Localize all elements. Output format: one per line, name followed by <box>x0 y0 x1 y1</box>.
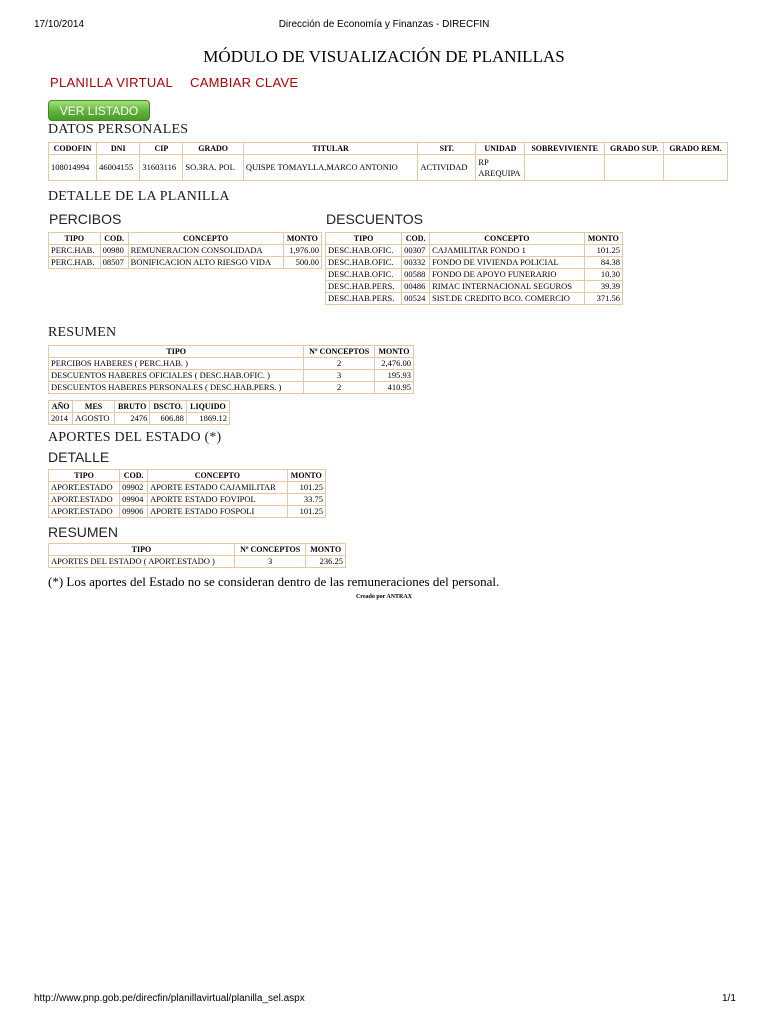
detalle-planilla-heading: DETALLE DE LA PLANILLA <box>48 189 230 204</box>
tipo-cell: DESC.HAB.OFIC. <box>326 257 402 269</box>
dscto-cell: 606.88 <box>150 413 187 425</box>
col-header: SOBREVIVIENTE <box>525 143 605 155</box>
cod-cell: 09906 <box>120 506 148 518</box>
table-header-row <box>326 233 623 245</box>
col-header: MONTO <box>374 346 413 358</box>
credit-text: Creado por ANTRAX <box>355 594 413 600</box>
col-header: COD. <box>100 233 128 245</box>
monto-cell: 10.30 <box>584 269 622 281</box>
col-header: TIPO <box>49 544 235 556</box>
percibos-table <box>48 232 322 269</box>
concepto-cell: FONDO DE VIVIENDA POLICIAL <box>430 257 585 269</box>
tipo-cell: APORTES DEL ESTADO ( APORT.ESTADO ) <box>49 556 235 568</box>
cod-cell: 08507 <box>100 257 128 269</box>
resumen-table <box>48 345 414 394</box>
col-header: UNIDAD <box>476 143 525 155</box>
anio-cell: 2014 <box>49 413 73 425</box>
table-row <box>49 556 346 568</box>
concepto-cell: APORTE ESTADO FOVIPOL <box>148 494 287 506</box>
planilla-virtual-link[interactable]: PLANILLA VIRTUAL <box>50 75 174 90</box>
cod-cell: 00332 <box>402 257 430 269</box>
col-header: GRADO <box>183 143 243 155</box>
table-row <box>49 482 326 494</box>
table-row <box>49 155 728 181</box>
col-header: SIT. <box>418 143 476 155</box>
col-header: CONCEPTO <box>148 470 287 482</box>
col-header: MONTO <box>584 233 622 245</box>
tipo-cell: DESC.HAB.OFIC. <box>326 245 402 257</box>
monto-cell: 410.95 <box>374 382 413 394</box>
col-header: BRUTO <box>114 401 149 413</box>
cip-cell: 31603116 <box>140 155 183 181</box>
cod-cell: 00588 <box>402 269 430 281</box>
cod-cell: 09902 <box>120 482 148 494</box>
print-date: 17/10/2014 <box>34 19 85 30</box>
concepto-cell: SIST.DE CREDITO BCO. COMERCIO <box>430 293 585 305</box>
table-header-row <box>49 470 326 482</box>
monto-cell: 101.25 <box>287 482 325 494</box>
conceptos-count-cell: 3 <box>304 370 375 382</box>
col-header: TIPO <box>49 470 120 482</box>
print-page-number: 1/1 <box>722 993 736 1004</box>
concepto-cell: BONIFICACION ALTO RIESGO VIDA <box>128 257 283 269</box>
table-header-row <box>49 346 414 358</box>
col-header: GRADO SUP. <box>605 143 664 155</box>
col-header: DNI <box>97 143 140 155</box>
aportes-resumen-label: RESUMEN <box>48 524 119 540</box>
aportes-detalle-table <box>48 469 326 518</box>
grado-sup-cell <box>605 155 664 181</box>
col-header: COD. <box>120 470 148 482</box>
print-header-title: Dirección de Economía y Finanzas - DIRECFIN <box>278 19 490 30</box>
col-header: CODOFIN <box>49 143 97 155</box>
tipo-cell: DESCUENTOS HABERES OFICIALES ( DESC.HAB.OFIC. ) <box>49 370 304 382</box>
tipo-cell: DESC.HAB.PERS. <box>326 281 402 293</box>
conceptos-count-cell: 3 <box>234 556 306 568</box>
table-header-row <box>49 544 346 556</box>
monto-cell: 195.93 <box>374 370 413 382</box>
tipo-cell: DESC.HAB.OFIC. <box>326 269 402 281</box>
col-header: COD. <box>402 233 430 245</box>
datos-personales-table <box>48 142 728 181</box>
monto-cell: 101.25 <box>287 506 325 518</box>
cod-cell: 00307 <box>402 245 430 257</box>
table-row <box>49 506 326 518</box>
aportes-heading: APORTES DEL ESTADO (*) <box>48 430 222 445</box>
table-header-row <box>49 233 322 245</box>
concepto-cell: APORTE ESTADO CAJAMILITAR <box>148 482 287 494</box>
col-header: MONTO <box>306 544 346 556</box>
col-header: TITULAR <box>243 143 418 155</box>
table-row <box>49 382 414 394</box>
resumen-heading: RESUMEN <box>48 325 117 340</box>
conceptos-count-cell: 2 <box>304 358 375 370</box>
tipo-cell: PERC.HAB. <box>49 257 101 269</box>
col-header: LIQUIDO <box>186 401 229 413</box>
concepto-cell: RIMAC INTERNACIONAL SEGUROS <box>430 281 585 293</box>
aportes-footnote: (*) Los aportes del Estado no se consideran dentro de las remuneraciones del personal. <box>48 574 500 589</box>
col-header: AÑO <box>49 401 73 413</box>
page-title: MÓDULO DE VISUALIZACIÓN DE PLANILLAS <box>203 47 565 66</box>
cod-cell: 00524 <box>402 293 430 305</box>
monto-cell: 2,476.00 <box>374 358 413 370</box>
tipo-cell: PERCIBOS HABERES ( PERC.HAB. ) <box>49 358 304 370</box>
sit-cell: ACTIVIDAD <box>418 155 476 181</box>
tipo-cell: APORT.ESTADO <box>49 494 120 506</box>
monto-cell: 33.75 <box>287 494 325 506</box>
monto-cell: 1,976.00 <box>283 245 321 257</box>
table-row <box>49 245 322 257</box>
col-header: CIP <box>140 143 183 155</box>
table-row <box>326 245 623 257</box>
tipo-cell: APORT.ESTADO <box>49 506 120 518</box>
concepto-cell: FONDO DE APOYO FUNERARIO <box>430 269 585 281</box>
cambiar-clave-link[interactable]: CAMBIAR CLAVE <box>190 75 299 90</box>
titular-cell: QUISPE TOMAYLLA,MARCO ANTONIO <box>243 155 418 181</box>
concepto-cell: REMUNERACION CONSOLIDADA <box>128 245 283 257</box>
table-row <box>49 358 414 370</box>
table-row <box>49 413 230 425</box>
percibos-label: PERCIBOS <box>49 211 122 227</box>
table-row <box>326 281 623 293</box>
table-header-row <box>49 401 230 413</box>
dni-cell: 46004155 <box>97 155 140 181</box>
concepto-cell: CAJAMILITAR FONDO 1 <box>430 245 585 257</box>
tipo-cell: DESCUENTOS HABERES PERSONALES ( DESC.HAB.PERS. ) <box>49 382 304 394</box>
unidad-cell: RP AREQUIPA <box>476 155 525 181</box>
concepto-cell: APORTE ESTADO FOSPOLI <box>148 506 287 518</box>
print-footer-url: http://www.pnp.gob.pe/direcfin/planillavirtual/planilla_sel.aspx <box>34 993 305 1004</box>
tipo-cell: PERC.HAB. <box>49 245 101 257</box>
totales-table <box>48 400 230 425</box>
descuentos-table <box>325 232 623 305</box>
col-header: DSCTO. <box>150 401 187 413</box>
aportes-resumen-table <box>48 543 346 568</box>
col-header: CONCEPTO <box>128 233 283 245</box>
table-row <box>49 494 326 506</box>
col-header: MES <box>73 401 115 413</box>
monto-cell: 84.38 <box>584 257 622 269</box>
col-header: TIPO <box>326 233 402 245</box>
mes-cell: AGOSTO <box>73 413 115 425</box>
ver-listado-button[interactable]: VER LISTADO <box>48 100 150 121</box>
liquido-cell: 1869.12 <box>186 413 229 425</box>
col-header: Nº CONCEPTOS <box>304 346 375 358</box>
cod-cell: 00980 <box>100 245 128 257</box>
sobreviviente-cell <box>525 155 605 181</box>
conceptos-count-cell: 2 <box>304 382 375 394</box>
col-header: TIPO <box>49 233 101 245</box>
cod-cell: 00486 <box>402 281 430 293</box>
aportes-detalle-label: DETALLE <box>48 449 110 465</box>
col-header: GRADO REM. <box>664 143 728 155</box>
table-header-row <box>49 143 728 155</box>
tipo-cell: APORT.ESTADO <box>49 482 120 494</box>
grado-cell: SO.3RA. POL <box>183 155 243 181</box>
datos-personales-heading: DATOS PERSONALES <box>48 122 189 137</box>
table-row <box>326 269 623 281</box>
codofin-cell: 108014994 <box>49 155 97 181</box>
table-row <box>326 257 623 269</box>
col-header: TIPO <box>49 346 304 358</box>
descuentos-label: DESCUENTOS <box>326 211 423 227</box>
bruto-cell: 2476 <box>114 413 149 425</box>
table-row <box>49 257 322 269</box>
col-header: CONCEPTO <box>430 233 585 245</box>
cod-cell: 09904 <box>120 494 148 506</box>
grado-rem-cell <box>664 155 728 181</box>
monto-cell: 236.25 <box>306 556 346 568</box>
table-row <box>326 293 623 305</box>
col-header: MONTO <box>283 233 321 245</box>
monto-cell: 39.39 <box>584 281 622 293</box>
col-header: Nº CONCEPTOS <box>234 544 306 556</box>
monto-cell: 101.25 <box>584 245 622 257</box>
col-header: MONTO <box>287 470 325 482</box>
table-row <box>49 370 414 382</box>
tipo-cell: DESC.HAB.PERS. <box>326 293 402 305</box>
monto-cell: 500.00 <box>283 257 321 269</box>
monto-cell: 371.56 <box>584 293 622 305</box>
